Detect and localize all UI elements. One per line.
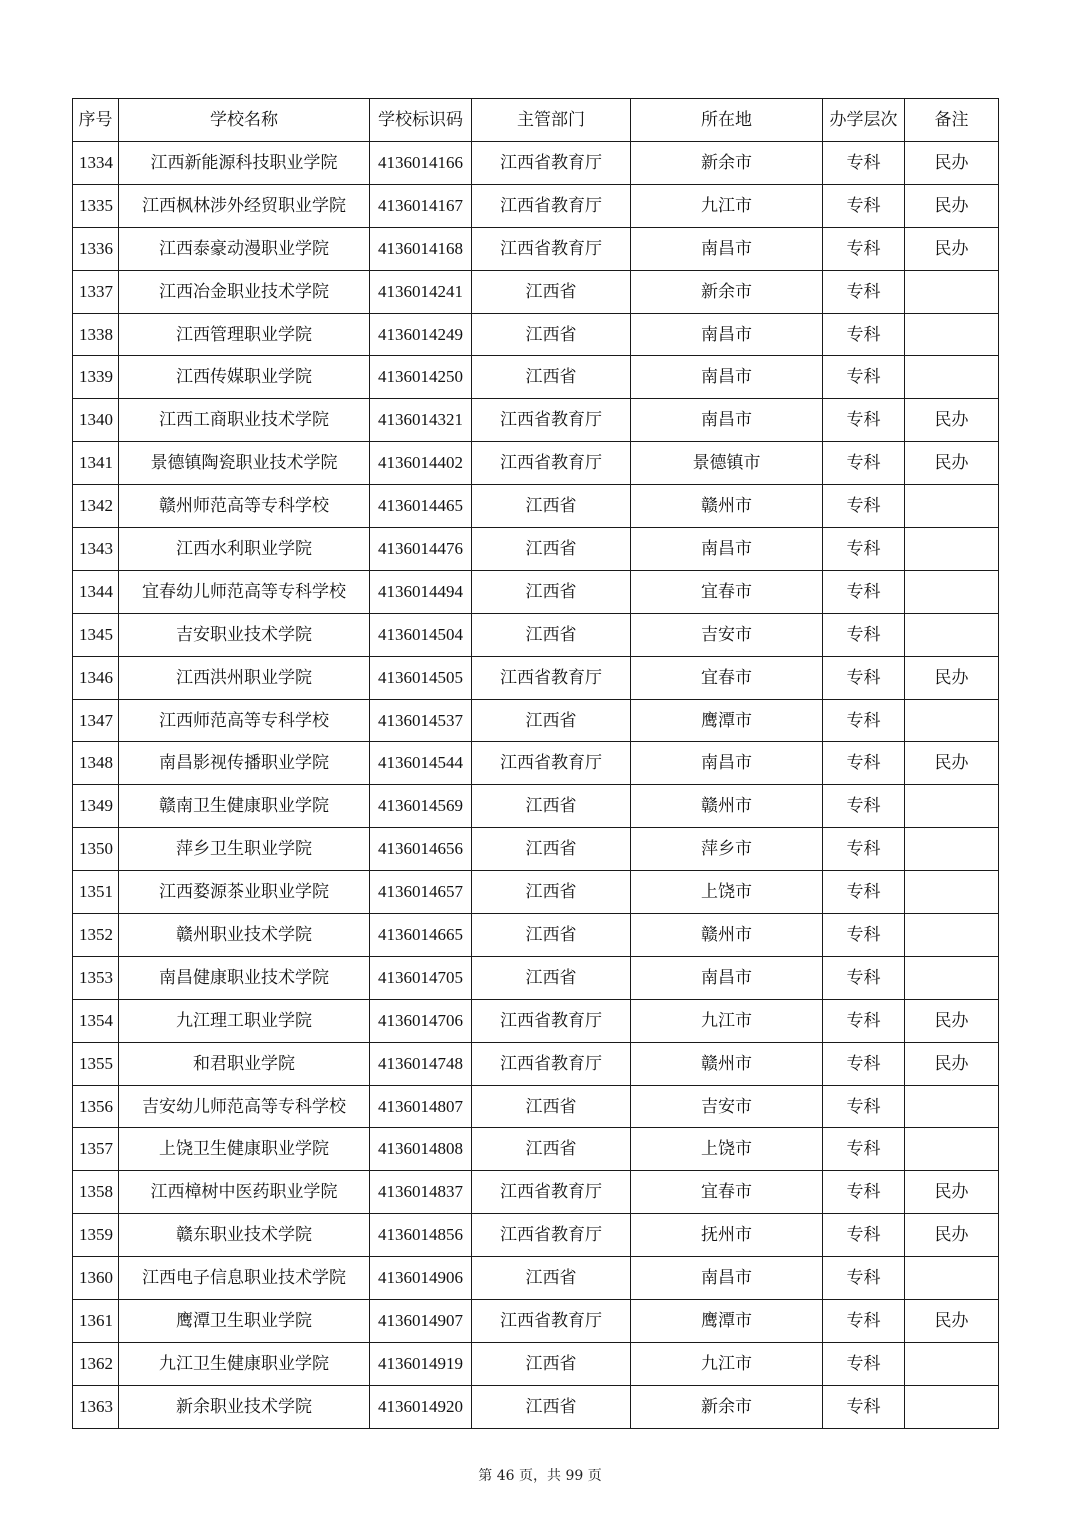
cell-school-code: 4136014476 xyxy=(370,528,472,571)
table-row xyxy=(73,1214,999,1257)
cell-serial-number: 1360 xyxy=(73,1257,119,1300)
cell-authority: 江西省 xyxy=(472,785,631,828)
cell-serial-number: 1350 xyxy=(73,828,119,871)
cell-remarks xyxy=(905,1085,999,1128)
cell-authority: 江西省教育厅 xyxy=(472,1171,631,1214)
cell-authority: 江西省 xyxy=(472,270,631,313)
table-body xyxy=(73,142,999,1429)
cell-level: 专科 xyxy=(823,356,905,399)
cell-remarks xyxy=(905,914,999,957)
table-header-row xyxy=(73,99,999,142)
cell-serial-number: 1354 xyxy=(73,999,119,1042)
cell-remarks: 民办 xyxy=(905,1171,999,1214)
cell-location: 萍乡市 xyxy=(631,828,823,871)
cell-location: 南昌市 xyxy=(631,399,823,442)
cell-school-code: 4136014808 xyxy=(370,1128,472,1171)
cell-level: 专科 xyxy=(823,485,905,528)
table-row xyxy=(73,399,999,442)
table-row xyxy=(73,656,999,699)
cell-location: 吉安市 xyxy=(631,1085,823,1128)
table-row xyxy=(73,1042,999,1085)
cell-authority: 江西省教育厅 xyxy=(472,1300,631,1343)
header-level: 办学层次 xyxy=(823,99,905,142)
cell-level: 专科 xyxy=(823,914,905,957)
cell-serial-number: 1334 xyxy=(73,142,119,185)
cell-remarks xyxy=(905,871,999,914)
cell-remarks xyxy=(905,313,999,356)
cell-remarks xyxy=(905,356,999,399)
cell-authority: 江西省教育厅 xyxy=(472,742,631,785)
cell-authority: 江西省 xyxy=(472,313,631,356)
cell-remarks xyxy=(905,1385,999,1428)
cell-location: 抚州市 xyxy=(631,1214,823,1257)
cell-school-name: 江西师范高等专科学校 xyxy=(119,699,370,742)
cell-serial-number: 1355 xyxy=(73,1042,119,1085)
cell-school-code: 4136014494 xyxy=(370,570,472,613)
cell-authority: 江西省教育厅 xyxy=(472,1042,631,1085)
cell-level: 专科 xyxy=(823,227,905,270)
cell-serial-number: 1348 xyxy=(73,742,119,785)
cell-school-name: 南昌健康职业技术学院 xyxy=(119,956,370,999)
table-row xyxy=(73,1171,999,1214)
cell-remarks: 民办 xyxy=(905,656,999,699)
cell-school-code: 4136014656 xyxy=(370,828,472,871)
cell-school-code: 4136014544 xyxy=(370,742,472,785)
table-row xyxy=(73,914,999,957)
cell-school-code: 4136014748 xyxy=(370,1042,472,1085)
cell-serial-number: 1335 xyxy=(73,184,119,227)
cell-school-name: 吉安职业技术学院 xyxy=(119,613,370,656)
cell-school-code: 4136014241 xyxy=(370,270,472,313)
cell-remarks xyxy=(905,1128,999,1171)
table-row xyxy=(73,442,999,485)
cell-school-name: 江西洪州职业学院 xyxy=(119,656,370,699)
cell-location: 宜春市 xyxy=(631,656,823,699)
cell-school-name: 九江理工职业学院 xyxy=(119,999,370,1042)
cell-authority: 江西省教育厅 xyxy=(472,656,631,699)
cell-school-code: 4136014907 xyxy=(370,1300,472,1343)
cell-location: 九江市 xyxy=(631,999,823,1042)
cell-school-name: 赣州职业技术学院 xyxy=(119,914,370,957)
cell-school-name: 江西传媒职业学院 xyxy=(119,356,370,399)
table-row xyxy=(73,227,999,270)
cell-remarks xyxy=(905,528,999,571)
table-row xyxy=(73,613,999,656)
cell-level: 专科 xyxy=(823,528,905,571)
cell-remarks xyxy=(905,570,999,613)
cell-location: 上饶市 xyxy=(631,871,823,914)
cell-level: 专科 xyxy=(823,828,905,871)
cell-school-code: 4136014465 xyxy=(370,485,472,528)
cell-serial-number: 1346 xyxy=(73,656,119,699)
cell-school-name: 江西泰豪动漫职业学院 xyxy=(119,227,370,270)
cell-location: 南昌市 xyxy=(631,356,823,399)
cell-serial-number: 1353 xyxy=(73,956,119,999)
cell-remarks xyxy=(905,956,999,999)
cell-authority: 江西省教育厅 xyxy=(472,142,631,185)
cell-remarks xyxy=(905,613,999,656)
table-row xyxy=(73,1085,999,1128)
cell-school-name: 江西冶金职业技术学院 xyxy=(119,270,370,313)
cell-school-name: 鹰潭卫生职业学院 xyxy=(119,1300,370,1343)
cell-level: 专科 xyxy=(823,999,905,1042)
table-row xyxy=(73,742,999,785)
cell-location: 赣州市 xyxy=(631,485,823,528)
table-row xyxy=(73,528,999,571)
cell-serial-number: 1362 xyxy=(73,1342,119,1385)
cell-level: 专科 xyxy=(823,399,905,442)
cell-school-name: 南昌影视传播职业学院 xyxy=(119,742,370,785)
cell-serial-number: 1356 xyxy=(73,1085,119,1128)
cell-authority: 江西省 xyxy=(472,356,631,399)
cell-serial-number: 1341 xyxy=(73,442,119,485)
cell-serial-number: 1344 xyxy=(73,570,119,613)
header-school-code: 学校标识码 xyxy=(370,99,472,142)
cell-location: 九江市 xyxy=(631,1342,823,1385)
school-list-table-container xyxy=(72,98,998,1429)
cell-level: 专科 xyxy=(823,699,905,742)
cell-remarks: 民办 xyxy=(905,1214,999,1257)
cell-authority: 江西省 xyxy=(472,1342,631,1385)
cell-school-name: 江西工商职业技术学院 xyxy=(119,399,370,442)
cell-location: 南昌市 xyxy=(631,742,823,785)
cell-level: 专科 xyxy=(823,956,905,999)
header-remarks: 备注 xyxy=(905,99,999,142)
school-list-table xyxy=(72,98,999,1429)
cell-location: 新余市 xyxy=(631,142,823,185)
cell-school-name: 九江卫生健康职业学院 xyxy=(119,1342,370,1385)
cell-school-code: 4136014705 xyxy=(370,956,472,999)
header-location: 所在地 xyxy=(631,99,823,142)
cell-school-code: 4136014856 xyxy=(370,1214,472,1257)
cell-school-code: 4136014166 xyxy=(370,142,472,185)
page-footer: 第 46 页，共 99 页 xyxy=(478,1468,602,1484)
cell-authority: 江西省 xyxy=(472,1257,631,1300)
cell-school-name: 江西新能源科技职业学院 xyxy=(119,142,370,185)
table-row xyxy=(73,699,999,742)
cell-school-code: 4136014537 xyxy=(370,699,472,742)
cell-school-code: 4136014706 xyxy=(370,999,472,1042)
table-row xyxy=(73,270,999,313)
cell-location: 景德镇市 xyxy=(631,442,823,485)
cell-level: 专科 xyxy=(823,1042,905,1085)
cell-school-code: 4136014919 xyxy=(370,1342,472,1385)
table-row xyxy=(73,184,999,227)
cell-remarks xyxy=(905,270,999,313)
cell-school-name: 江西婺源茶业职业学院 xyxy=(119,871,370,914)
table-row xyxy=(73,1128,999,1171)
cell-remarks: 民办 xyxy=(905,999,999,1042)
table-row xyxy=(73,956,999,999)
cell-serial-number: 1358 xyxy=(73,1171,119,1214)
cell-school-name: 宜春幼儿师范高等专科学校 xyxy=(119,570,370,613)
cell-authority: 江西省 xyxy=(472,1385,631,1428)
cell-level: 专科 xyxy=(823,1300,905,1343)
cell-remarks xyxy=(905,699,999,742)
cell-remarks: 民办 xyxy=(905,1300,999,1343)
cell-location: 吉安市 xyxy=(631,613,823,656)
cell-authority: 江西省 xyxy=(472,613,631,656)
cell-authority: 江西省 xyxy=(472,1128,631,1171)
cell-authority: 江西省教育厅 xyxy=(472,1214,631,1257)
cell-serial-number: 1345 xyxy=(73,613,119,656)
table-row xyxy=(73,999,999,1042)
cell-school-code: 4136014402 xyxy=(370,442,472,485)
table-row xyxy=(73,785,999,828)
cell-location: 南昌市 xyxy=(631,1257,823,1300)
cell-level: 专科 xyxy=(823,313,905,356)
cell-level: 专科 xyxy=(823,613,905,656)
cell-serial-number: 1343 xyxy=(73,528,119,571)
cell-remarks: 民办 xyxy=(905,399,999,442)
cell-location: 新余市 xyxy=(631,1385,823,1428)
cell-serial-number: 1340 xyxy=(73,399,119,442)
cell-school-code: 4136014168 xyxy=(370,227,472,270)
cell-authority: 江西省教育厅 xyxy=(472,227,631,270)
cell-serial-number: 1351 xyxy=(73,871,119,914)
table-row xyxy=(73,313,999,356)
cell-school-name: 赣州师范高等专科学校 xyxy=(119,485,370,528)
cell-school-code: 4136014321 xyxy=(370,399,472,442)
cell-location: 南昌市 xyxy=(631,956,823,999)
cell-school-name: 上饶卫生健康职业学院 xyxy=(119,1128,370,1171)
table-row xyxy=(73,485,999,528)
cell-remarks: 民办 xyxy=(905,142,999,185)
cell-authority: 江西省 xyxy=(472,871,631,914)
cell-location: 鹰潭市 xyxy=(631,699,823,742)
cell-school-code: 4136014249 xyxy=(370,313,472,356)
cell-level: 专科 xyxy=(823,570,905,613)
cell-serial-number: 1336 xyxy=(73,227,119,270)
header-authority: 主管部门 xyxy=(472,99,631,142)
cell-location: 九江市 xyxy=(631,184,823,227)
table-row xyxy=(73,871,999,914)
cell-level: 专科 xyxy=(823,742,905,785)
cell-school-name: 吉安幼儿师范高等专科学校 xyxy=(119,1085,370,1128)
table-row xyxy=(73,1342,999,1385)
cell-location: 南昌市 xyxy=(631,313,823,356)
cell-school-name: 景德镇陶瓷职业技术学院 xyxy=(119,442,370,485)
cell-school-name: 江西水利职业学院 xyxy=(119,528,370,571)
table-row xyxy=(73,1300,999,1343)
cell-school-code: 4136014569 xyxy=(370,785,472,828)
cell-authority: 江西省 xyxy=(472,485,631,528)
cell-serial-number: 1361 xyxy=(73,1300,119,1343)
cell-serial-number: 1357 xyxy=(73,1128,119,1171)
cell-level: 专科 xyxy=(823,1257,905,1300)
cell-school-name: 新余职业技术学院 xyxy=(119,1385,370,1428)
cell-serial-number: 1337 xyxy=(73,270,119,313)
cell-authority: 江西省 xyxy=(472,528,631,571)
cell-school-code: 4136014906 xyxy=(370,1257,472,1300)
cell-location: 宜春市 xyxy=(631,570,823,613)
header-serial-number: 序号 xyxy=(73,99,119,142)
cell-location: 南昌市 xyxy=(631,227,823,270)
table-row xyxy=(73,1385,999,1428)
cell-serial-number: 1352 xyxy=(73,914,119,957)
cell-school-code: 4136014665 xyxy=(370,914,472,957)
cell-school-name: 江西管理职业学院 xyxy=(119,313,370,356)
table-row xyxy=(73,828,999,871)
cell-authority: 江西省 xyxy=(472,828,631,871)
cell-authority: 江西省 xyxy=(472,914,631,957)
cell-school-code: 4136014807 xyxy=(370,1085,472,1128)
cell-school-name: 江西枫林涉外经贸职业学院 xyxy=(119,184,370,227)
cell-authority: 江西省 xyxy=(472,956,631,999)
cell-serial-number: 1339 xyxy=(73,356,119,399)
cell-serial-number: 1349 xyxy=(73,785,119,828)
cell-location: 新余市 xyxy=(631,270,823,313)
cell-serial-number: 1363 xyxy=(73,1385,119,1428)
cell-remarks: 民办 xyxy=(905,742,999,785)
cell-location: 南昌市 xyxy=(631,528,823,571)
cell-level: 专科 xyxy=(823,1342,905,1385)
cell-location: 上饶市 xyxy=(631,1128,823,1171)
cell-authority: 江西省教育厅 xyxy=(472,999,631,1042)
cell-school-code: 4136014250 xyxy=(370,356,472,399)
cell-level: 专科 xyxy=(823,785,905,828)
cell-level: 专科 xyxy=(823,1214,905,1257)
cell-level: 专科 xyxy=(823,184,905,227)
header-school-name: 学校名称 xyxy=(119,99,370,142)
cell-school-code: 4136014504 xyxy=(370,613,472,656)
cell-school-code: 4136014920 xyxy=(370,1385,472,1428)
cell-level: 专科 xyxy=(823,871,905,914)
cell-level: 专科 xyxy=(823,270,905,313)
cell-remarks: 民办 xyxy=(905,184,999,227)
cell-school-name: 江西电子信息职业技术学院 xyxy=(119,1257,370,1300)
cell-school-code: 4136014167 xyxy=(370,184,472,227)
cell-school-name: 和君职业学院 xyxy=(119,1042,370,1085)
cell-remarks xyxy=(905,1257,999,1300)
cell-remarks xyxy=(905,1342,999,1385)
cell-authority: 江西省 xyxy=(472,1085,631,1128)
cell-level: 专科 xyxy=(823,442,905,485)
table-row xyxy=(73,142,999,185)
cell-school-code: 4136014505 xyxy=(370,656,472,699)
cell-authority: 江西省 xyxy=(472,570,631,613)
cell-location: 赣州市 xyxy=(631,914,823,957)
table-row xyxy=(73,1257,999,1300)
table-row xyxy=(73,570,999,613)
cell-authority: 江西省教育厅 xyxy=(472,399,631,442)
cell-location: 赣州市 xyxy=(631,1042,823,1085)
cell-remarks xyxy=(905,485,999,528)
cell-level: 专科 xyxy=(823,1171,905,1214)
cell-school-name: 赣南卫生健康职业学院 xyxy=(119,785,370,828)
cell-location: 赣州市 xyxy=(631,785,823,828)
cell-serial-number: 1338 xyxy=(73,313,119,356)
cell-authority: 江西省教育厅 xyxy=(472,442,631,485)
cell-serial-number: 1342 xyxy=(73,485,119,528)
cell-authority: 江西省教育厅 xyxy=(472,184,631,227)
cell-location: 宜春市 xyxy=(631,1171,823,1214)
cell-level: 专科 xyxy=(823,142,905,185)
cell-authority: 江西省 xyxy=(472,699,631,742)
cell-remarks: 民办 xyxy=(905,227,999,270)
cell-level: 专科 xyxy=(823,656,905,699)
cell-serial-number: 1359 xyxy=(73,1214,119,1257)
cell-remarks: 民办 xyxy=(905,1042,999,1085)
cell-remarks: 民办 xyxy=(905,442,999,485)
cell-serial-number: 1347 xyxy=(73,699,119,742)
cell-location: 鹰潭市 xyxy=(631,1300,823,1343)
cell-school-code: 4136014657 xyxy=(370,871,472,914)
cell-level: 专科 xyxy=(823,1085,905,1128)
cell-school-code: 4136014837 xyxy=(370,1171,472,1214)
cell-school-name: 江西樟树中医药职业学院 xyxy=(119,1171,370,1214)
cell-remarks xyxy=(905,828,999,871)
cell-level: 专科 xyxy=(823,1128,905,1171)
cell-remarks xyxy=(905,785,999,828)
cell-school-name: 萍乡卫生职业学院 xyxy=(119,828,370,871)
cell-school-name: 赣东职业技术学院 xyxy=(119,1214,370,1257)
cell-level: 专科 xyxy=(823,1385,905,1428)
table-row xyxy=(73,356,999,399)
